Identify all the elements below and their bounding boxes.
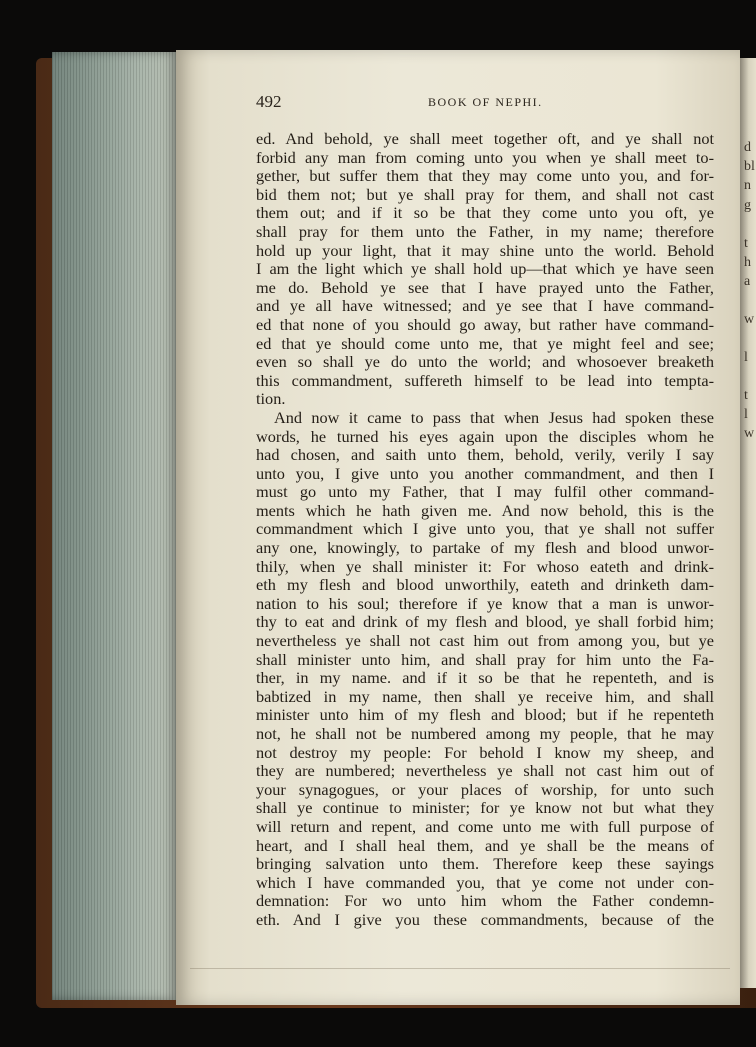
facing-page-fragment: l [744, 407, 748, 422]
text-line: them out; and if it so be that they come unto you oft, ye [256, 204, 714, 223]
text-line: bringing salvation unto them. Therefore keep these sayings [256, 855, 714, 874]
facing-page-fragment: h [744, 255, 751, 270]
text-line: words, he turned his eyes again upon the disciples whom he [256, 427, 714, 446]
facing-page-fragment: t [744, 388, 748, 403]
text-line: hold up your light, that it may shine unto the world. Behold [256, 241, 714, 260]
text-line: nevertheless ye shall not cast him out from among you, but ye [256, 632, 714, 651]
text-line: forbid any man from coming unto you when ye shall meet to- [256, 148, 714, 167]
text-line: thy to eat and drink of my flesh and blood, ye shall forbid him; [256, 613, 714, 632]
text-line: this commandment, suffereth himself to be lead into tempta- [256, 371, 714, 390]
page-edges [52, 52, 178, 1000]
text-line: ther, in my name. and if it so be that he repenteth, and is [256, 669, 714, 688]
text-line: bid them not; but ye shall pray for them, and shall not cast [256, 185, 714, 204]
text-line: and ye all have witnessed; and ye see that I have command- [256, 297, 714, 316]
text-line: nation to his soul; therefore if ye know that a man is unwor- [256, 594, 714, 613]
page-bottom-edge [190, 968, 730, 969]
running-head: BOOK OF NEPHI. [428, 95, 543, 109]
facing-page-fragment: d [744, 140, 751, 155]
page-text [256, 130, 714, 930]
text-line: heart, and I shall heal them, and ye shall be the means of [256, 836, 714, 855]
facing-page-fragment: g [744, 198, 751, 213]
facing-page-fragment: w [744, 426, 755, 441]
text-line: which I have commanded you, that ye come not under con- [256, 873, 714, 892]
text-line: unto you, I give unto you another commandment, and then I [256, 464, 714, 483]
text-line: tion. [256, 390, 286, 409]
text-line: shall pray for them unto the Father, in my name; therefore [256, 222, 714, 241]
page-header [256, 92, 716, 118]
facing-page-fragment: t [744, 236, 748, 251]
text-line: I am the light which ye shall hold up—that which ye have seen [256, 260, 714, 279]
facing-page-fragment: a [744, 274, 751, 289]
text-line: any one, knowingly, to partake of my flesh and blood unwor- [256, 539, 714, 558]
facing-page-edge [738, 58, 756, 988]
text-line: demnation: For wo unto him whom the Father condemn- [256, 892, 714, 911]
facing-page-fragment: w [744, 312, 755, 327]
text-line: not destroy my people: For behold I know my sheep, and [256, 743, 714, 762]
text-line: thily, when ye shall minister it: For whoso eateth and drink- [256, 557, 714, 576]
facing-page-fragment: n [744, 178, 751, 193]
facing-page-fragment: bl [744, 159, 755, 174]
text-line: ed that ye should come unto me, that ye might feel and see; [256, 334, 714, 353]
text-line: eth. And I give you these commandments, because of the [256, 910, 714, 929]
text-line: eth my flesh and blood unworthily, eateth and drinketh dam- [256, 576, 714, 595]
text-line: ments which he hath given me. And now behold, this is the [256, 501, 714, 520]
text-line: will return and repent, and come unto me with full purpose of [256, 817, 714, 836]
text-line: even so shall ye do unto the world; and whosoever breaketh [256, 353, 714, 372]
text-line: must go unto my Father, that I may fulfil other command- [256, 483, 714, 502]
text-line: gether, but suffer them that they may come unto you, and for- [256, 167, 714, 186]
text-line: ed. And behold, ye shall meet together oft, and ye shall not [256, 130, 714, 148]
text-line: me do. Behold ye see that I have prayed unto the Father, [256, 278, 714, 297]
page-number: 492 [256, 92, 282, 111]
text-line: commandment which I give unto you, that ye shall not suffer [256, 520, 714, 539]
text-line: had chosen, and saith unto them, behold, verily, verily I say [256, 446, 714, 465]
text-line: ed that none of you should go away, but rather have command- [256, 315, 714, 334]
text-line: And now it came to pass that when Jesus had spoken these [274, 408, 714, 427]
text-line: your synagogues, or your places of worship, for unto such [256, 780, 714, 799]
text-line: not, he shall not be numbered among my people, that he may [256, 725, 714, 743]
text-line: shall minister unto him, and shall pray for him unto the Fa- [256, 650, 714, 669]
text-line: they are numbered; nevertheless ye shall not cast him out of [256, 762, 714, 781]
text-line: shall ye continue to minister; for ye know not but what they [256, 799, 714, 818]
text-line: minister unto him of my flesh and blood; but if he repenteth [256, 706, 714, 725]
facing-page-fragment: l [744, 350, 748, 365]
text-line: babtized in my name, then shall ye receive him, and shall [256, 687, 714, 706]
